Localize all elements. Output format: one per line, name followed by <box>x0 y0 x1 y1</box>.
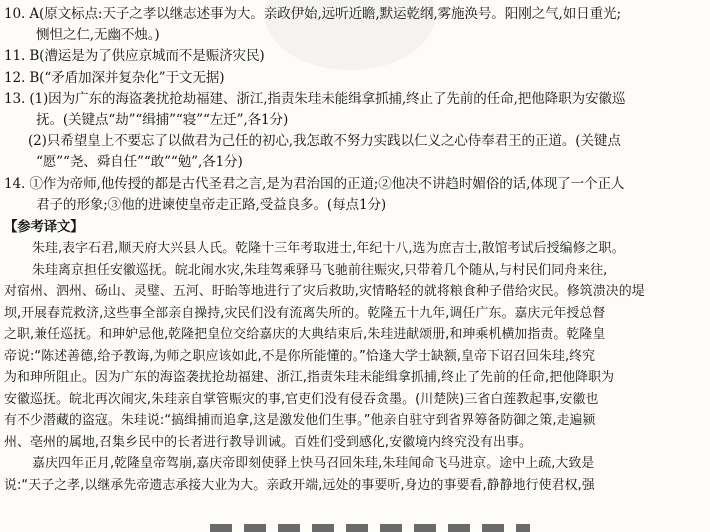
translation-line: 朱珪离京担任安徽巡抚。皖北闹水灾,朱珪驾乘驿马飞驰前往赈灾,只带着几个随从,与村民们同舟来往, <box>32 262 608 278</box>
translation-line: 朱珪,表字石君,顺天府大兴县人氏。乾隆十三年考取进士,年纪十八,选为庶吉士,散馆考试后授编修之职。 <box>32 241 625 257</box>
translation-line: 坝,开展春荒救济,这些事全部亲自操持,灾民们没有流离失所的。乾隆五十九年,调任广东。嘉庆元年授总督 <box>4 305 606 321</box>
answer-14-line-1: 14. ①作为帝师,他传授的都是古代圣君之言,是为君治国的正道;②他决不讲趋时媚俗的话,体现了一个正人 <box>4 175 625 192</box>
translation-heading: 【参考译文】 <box>4 220 84 236</box>
answer-13-line-2: 抚。(关键点“劫”“缉捕”“寝”“左迁”,各1分) <box>36 112 289 129</box>
answer-11: 11. B(漕运是为了供应京城而不是赈济灾民) <box>4 48 265 65</box>
answer-10-line-2: 恻怛之仁,无幽不烛。) <box>36 27 160 44</box>
translation-line: 嘉庆四年正月,乾隆皇帝驾崩,嘉庆帝即刻使驿上快马召回朱珪,朱珪闻命飞马进京。途中上疏,大致是 <box>32 456 595 472</box>
answer-14-line-2: 君子的形象;③他的进谏使皇帝走正路,受益良多。(每点1分) <box>36 196 387 213</box>
answer-13-line-3: (2)只希望皇上不要忘了以做君为己任的初心,我怎敢不努力实践以仁义之心侍奉君王的正道。(关键点 <box>28 133 621 150</box>
translation-line: 有不少潜藏的盗寇。朱珪说:“搞缉捕而追拿,这是激发他们生事。”他亲自驻守到省界筹备防御之策,走遍颍 <box>4 413 596 429</box>
answer-13-line-1: 13. (1)因为广东的海盗袭扰抢劫福建、浙江,指责朱珪未能缉拿抓捕,终止了先前的任命,把他降职为安徽巡 <box>4 90 626 107</box>
translation-body <box>4 238 704 496</box>
translation-line: 州、亳州的属地,召集乡民中的长者进行教导训诫。百姓们受到感化,安徽境内终究没有出事。 <box>4 434 533 450</box>
cut-off-footer <box>210 524 530 532</box>
translation-line: 为和珅所阻止。因为广东的海盗袭扰抢劫福建、浙江,指责朱珪未能缉拿抓捕,终止了先前的任命,把他降职为 <box>4 370 615 386</box>
translation-line: 说:“天子之孝,以继承先帝遗志承接大业为大。亲政开端,远处的事要听,身边的事要看,静静地行使君权,强 <box>4 477 595 493</box>
translation-line: 对宿州、泗州、砀山、灵璧、五河、盱眙等地进行了灾后救助,灾情略轻的就将粮食种子借给灾民。修筑溃决的堤 <box>4 284 645 300</box>
translation-line: 帝说:“陈述善德,给予教诲,为师之职应该如此,不是你所能懂的。”恰逢大学士缺额,皇帝下诏召回朱珪,终究 <box>4 348 596 364</box>
translation-line: 之职,兼任巡抚。和珅妒忌他,乾隆把皇位交给嘉庆的大典结束后,朱珪进献颂册,和珅乘机横加指责。乾隆皇 <box>4 327 606 343</box>
answer-12: 12. B(“矛盾加深并复杂化”于文无据) <box>4 69 225 86</box>
translation-line: 安徽巡抚。皖北再次闹灾,朱珪亲自掌管赈灾的事,官吏们没有侵吞贪墨。(川楚陕)三省白莲教起事,安徽也 <box>4 391 599 407</box>
answer-10-line-1: 10. A(原文标点:天子之孝以继志述事为大。亲政伊始,远听近瞻,默运乾纲,雾施涣号。阳刚之气,如日重光; <box>4 6 621 22</box>
answer-13-line-4: “愿”“尧、舜自任”“敢”“勉”,各1分) <box>36 154 243 171</box>
answer-page <box>4 4 704 496</box>
